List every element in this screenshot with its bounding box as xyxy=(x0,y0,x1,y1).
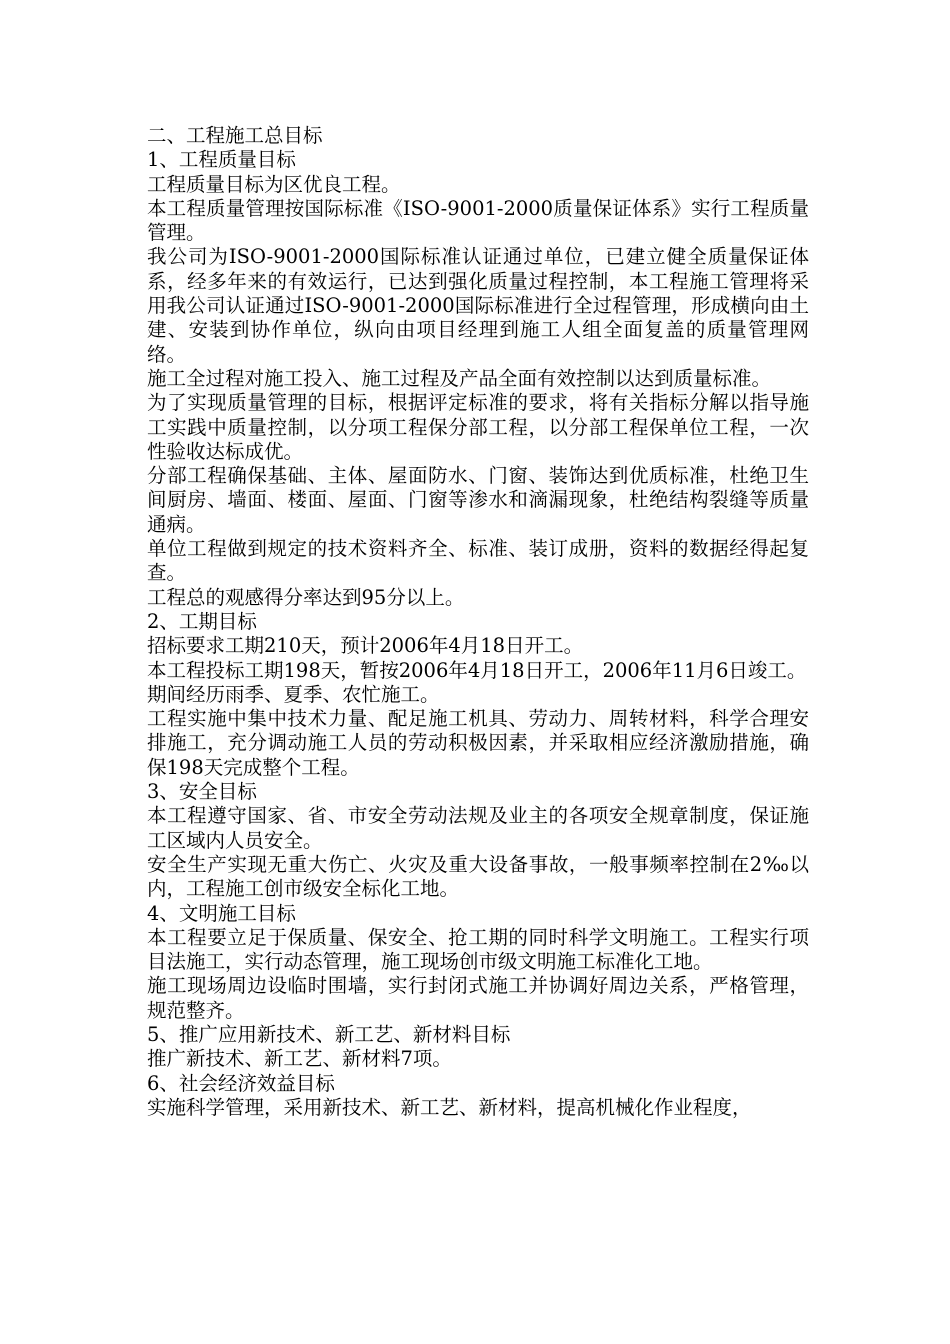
paragraph: 工程总的观感得分率达到95分以上。 xyxy=(147,585,465,609)
paragraph: 分部工程确保基础、主体、屋面防水、门窗、装饰达到优质标准，杜绝卫生间厨房、墙面、楼面、屋面、门窗等渗水和滴漏现象，杜绝结构裂缝等质量通病。 xyxy=(147,464,809,536)
paragraph: 为了实现质量管理的目标，根据评定标准的要求，将有关指标分解以指导施工实践中质量控制，以分项工程保分部工程，以分部工程保单位工程，一次性验收达标成优。 xyxy=(147,391,809,463)
subsection-heading-safety: 3、安全目标 xyxy=(147,780,257,804)
paragraph: 推广新技术、新工艺、新材料7项。 xyxy=(147,1047,452,1071)
paragraph: 本工程投标工期198天，暂按2006年4月18日开工，2006年11月6日竣工。 xyxy=(147,658,807,682)
paragraph: 招标要求工期210天，预计2006年4月18日开工。 xyxy=(147,634,584,658)
subsection-heading-quality: 1、工程质量目标 xyxy=(147,148,296,172)
section-heading: 二、工程施工总目标 xyxy=(147,124,323,147)
paragraph: 施工全过程对施工投入、施工过程及产品全面有效控制以达到质量标准。 xyxy=(147,366,772,390)
paragraph: 期间经历雨季、夏季、农忙施工。 xyxy=(147,682,440,706)
paragraph: 实施科学管理，采用新技术、新工艺、新材料，提高机械化作业程度， xyxy=(147,1095,752,1119)
subsection-heading-benefit: 6、社会经济效益目标 xyxy=(147,1071,335,1095)
paragraph: 本工程要立足于保质量、保安全、抢工期的同时科学文明施工。工程实行项目法施工，实行动态管理，施工现场创市级文明施工标准化工地。 xyxy=(147,925,809,974)
paragraph: 单位工程做到规定的技术资料齐全、标准、装订成册，资料的数据经得起复查。 xyxy=(147,537,809,585)
paragraph: 施工现场周边设临时围墙，实行封闭式施工并协调好周边关系，严格管理，规范整齐。 xyxy=(147,974,809,1022)
paragraph: 我公司为ISO-9001-2000国际标准认证通过单位，已建立健全质量保证体系，经多年来的有效运行，已达到强化质量过程控制，本工程施工管理将采用我公司认证通过ISO-9001-2000国际标准进行全过程管理，形成横向由土建、安装到协作单位，纵向由项目经理到施工人组全面复盖的质量管理网络。 xyxy=(147,245,809,366)
subsection-heading-new-tech: 5、推广应用新技术、新工艺、新材料目标 xyxy=(147,1022,511,1046)
paragraph: 工程质量目标为区优良工程。 xyxy=(147,172,401,196)
paragraph: 本工程遵守国家、省、市安全劳动法规及业主的各项安全规章制度，保证施工区域内人员安全。 xyxy=(147,804,809,852)
paragraph: 安全生产实现无重大伤亡、火灾及重大设备事故，一般事频率控制在2‰以内，工程施工创市级安全标化工地。 xyxy=(147,852,809,901)
paragraph: 本工程质量管理按国际标准《ISO-9001-2000质量保证体系》实行工程质量管理。 xyxy=(147,196,809,245)
subsection-heading-civilized: 4、文明施工目标 xyxy=(147,901,296,925)
subsection-heading-schedule: 2、工期目标 xyxy=(147,609,257,633)
paragraph: 工程实施中集中技术力量、配足施工机具、劳动力、周转材料，科学合理安排施工，充分调动施工人员的劳动积极因素，并采取相应经济激励措施，确保198天完成整个工程。 xyxy=(147,707,809,779)
document-body xyxy=(147,124,809,1120)
